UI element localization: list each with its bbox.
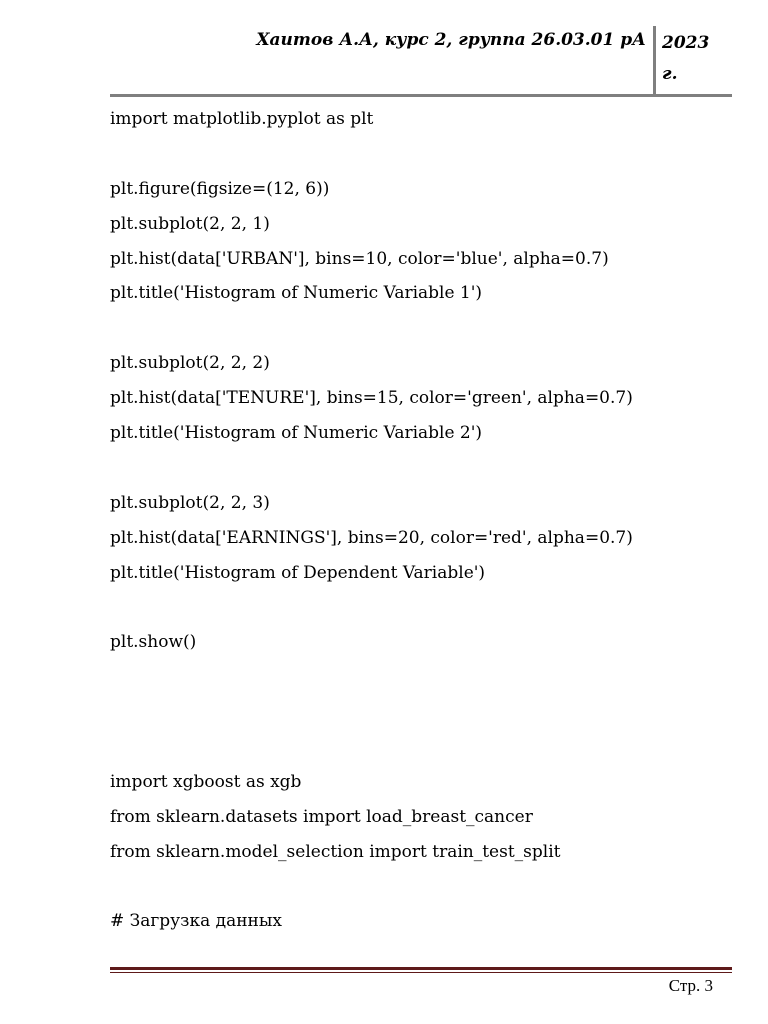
code-line: plt.hist(data['TENURE'], bins=15, color='green', alpha=0.7): [110, 388, 633, 409]
footer-divider: [110, 967, 732, 970]
code-line: [110, 660, 732, 695]
code-line: [110, 451, 732, 486]
code-line: plt.hist(data['URBAN'], bins=10, color='blue', alpha=0.7): [110, 248, 609, 269]
code-block: [110, 102, 732, 939]
header-author: Хаитов А.А, курс 2, группа 26.03.01 рА: [256, 30, 646, 50]
code-line: [110, 730, 732, 765]
header-divider-vertical: [653, 26, 656, 94]
code-line: import matplotlib.pyplot as plt: [110, 109, 374, 129]
code-line: plt.title('Histogram of Numeric Variable 1'): [110, 283, 483, 304]
code-line: [110, 590, 732, 625]
code-line: [110, 870, 732, 905]
code-line: # Загрузка данных: [110, 911, 282, 932]
code-line: plt.show(): [110, 632, 197, 653]
code-line: plt.subplot(2, 2, 2): [110, 353, 270, 374]
code-line: plt.hist(data['EARNINGS'], bins=20, color='red', alpha=0.7): [110, 527, 633, 548]
header-divider: [110, 94, 732, 97]
code-line: plt.title('Histogram of Dependent Variable'): [110, 562, 486, 583]
code-line: plt.subplot(2, 2, 1): [110, 213, 270, 234]
code-line: [110, 695, 732, 730]
code-line: plt.subplot(2, 2, 3): [110, 492, 270, 513]
code-line: [110, 137, 732, 172]
code-line: plt.figure(figsize=(12, 6)): [110, 178, 330, 199]
page-number: Стр. 3: [668, 976, 713, 995]
code-line: from sklearn.model_selection import train_test_split: [110, 841, 561, 862]
footer-divider-thin: [110, 972, 732, 973]
code-line: plt.title('Histogram of Numeric Variable 2'): [110, 423, 483, 444]
code-line: import xgboost as xgb: [110, 771, 302, 792]
code-line: [110, 311, 732, 346]
code-line: from sklearn.datasets import load_breast_cancer: [110, 806, 533, 827]
header-year: 2023 г.: [662, 33, 710, 84]
